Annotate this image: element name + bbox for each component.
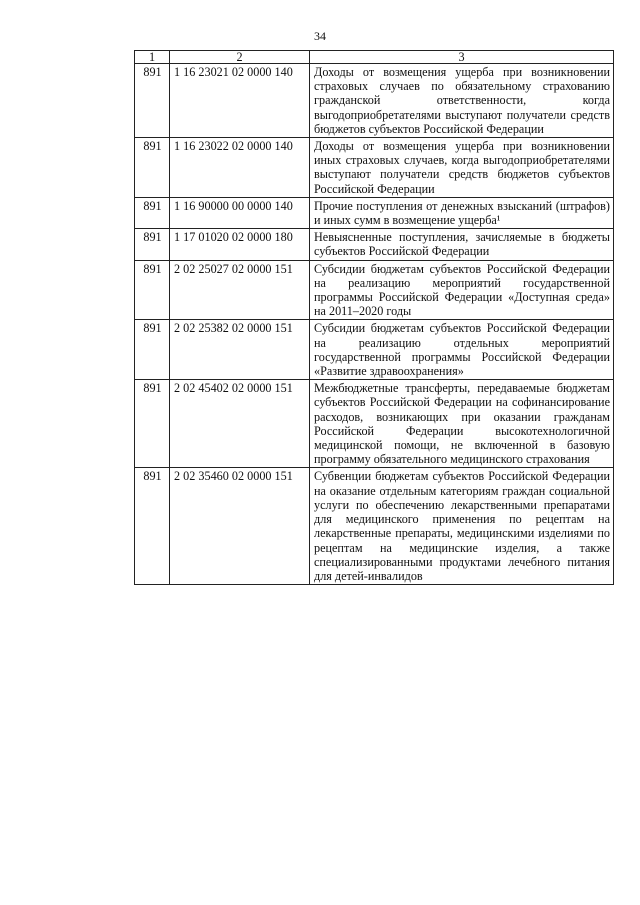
revenue-name-cell: Межбюджетные трансферты, передаваемые бюджетам субъектов Российской Федерации на софинансирование расходов, возникающих при оказании гражданам Российской Федерации высокотехнологичной медицинской помощи, не включенной в базовую программу обязательного медицинского страхования [310, 380, 614, 468]
admin-code-cell: 891 [135, 229, 170, 260]
page-number: 34 [314, 29, 326, 43]
column-header-1: 1 [135, 51, 170, 64]
table-row [135, 260, 614, 320]
table-row [135, 380, 614, 468]
budget-revenue-table [134, 50, 614, 585]
revenue-name-cell: Прочие поступления от денежных взысканий (штрафов) и иных сумм в возмещение ущерба¹ [310, 197, 614, 228]
revenue-name-cell: Невыясненные поступления, зачисляемые в бюджеты субъектов Российской Федерации [310, 229, 614, 260]
revenue-name-cell: Доходы от возмещения ущерба при возникновении страховых случаев по обязательному страхованию гражданской ответственности, когда выгодоприобретателями выступают получатели средств бюджетов субъектов Российской Федерации [310, 64, 614, 138]
budget-code-cell: 2 02 25027 02 0000 151 [170, 260, 310, 320]
budget-code-cell: 2 02 45402 02 0000 151 [170, 380, 310, 468]
admin-code-cell: 891 [135, 260, 170, 320]
admin-code-cell: 891 [135, 64, 170, 138]
table-row [135, 138, 614, 198]
admin-code-cell: 891 [135, 197, 170, 228]
budget-code-cell: 1 16 23022 02 0000 140 [170, 138, 310, 198]
revenue-name-cell: Субвенции бюджетам субъектов Российской Федерации на оказание отдельным категориям граждан социальной услуги по обеспечению лекарственными препаратами для медицинского применения по рецептам на лекарственные препараты, медицинскими изделиями по рецептам на медицинские изделия, а также специализированными продуктами лечебного питания для детей-инвалидов [310, 468, 614, 585]
table-header-row [135, 51, 614, 64]
revenue-name-cell: Доходы от возмещения ущерба при возникновении иных страховых случаев, когда выгодоприобретателями выступают получатели средств бюджетов субъектов Российской Федерации [310, 138, 614, 198]
column-header-3: 3 [310, 51, 614, 64]
admin-code-cell: 891 [135, 380, 170, 468]
budget-code-cell: 2 02 35460 02 0000 151 [170, 468, 310, 585]
table-row [135, 229, 614, 260]
budget-code-cell: 2 02 25382 02 0000 151 [170, 320, 310, 380]
budget-code-cell: 1 16 90000 00 0000 140 [170, 197, 310, 228]
column-header-2: 2 [170, 51, 310, 64]
table-row [135, 468, 614, 585]
budget-code-cell: 1 16 23021 02 0000 140 [170, 64, 310, 138]
table-row [135, 197, 614, 228]
admin-code-cell: 891 [135, 138, 170, 198]
admin-code-cell: 891 [135, 320, 170, 380]
revenue-name-cell: Субсидии бюджетам субъектов Российской Федерации на реализацию отдельных мероприятий государственной программы Российской Федерации «Развитие здравоохранения» [310, 320, 614, 380]
budget-code-cell: 1 17 01020 02 0000 180 [170, 229, 310, 260]
table-row [135, 320, 614, 380]
revenue-name-cell: Субсидии бюджетам субъектов Российской Федерации на реализацию мероприятий государственной программы Российской Федерации «Доступная среда» на 2011–2020 годы [310, 260, 614, 320]
table-row [135, 64, 614, 138]
admin-code-cell: 891 [135, 468, 170, 585]
